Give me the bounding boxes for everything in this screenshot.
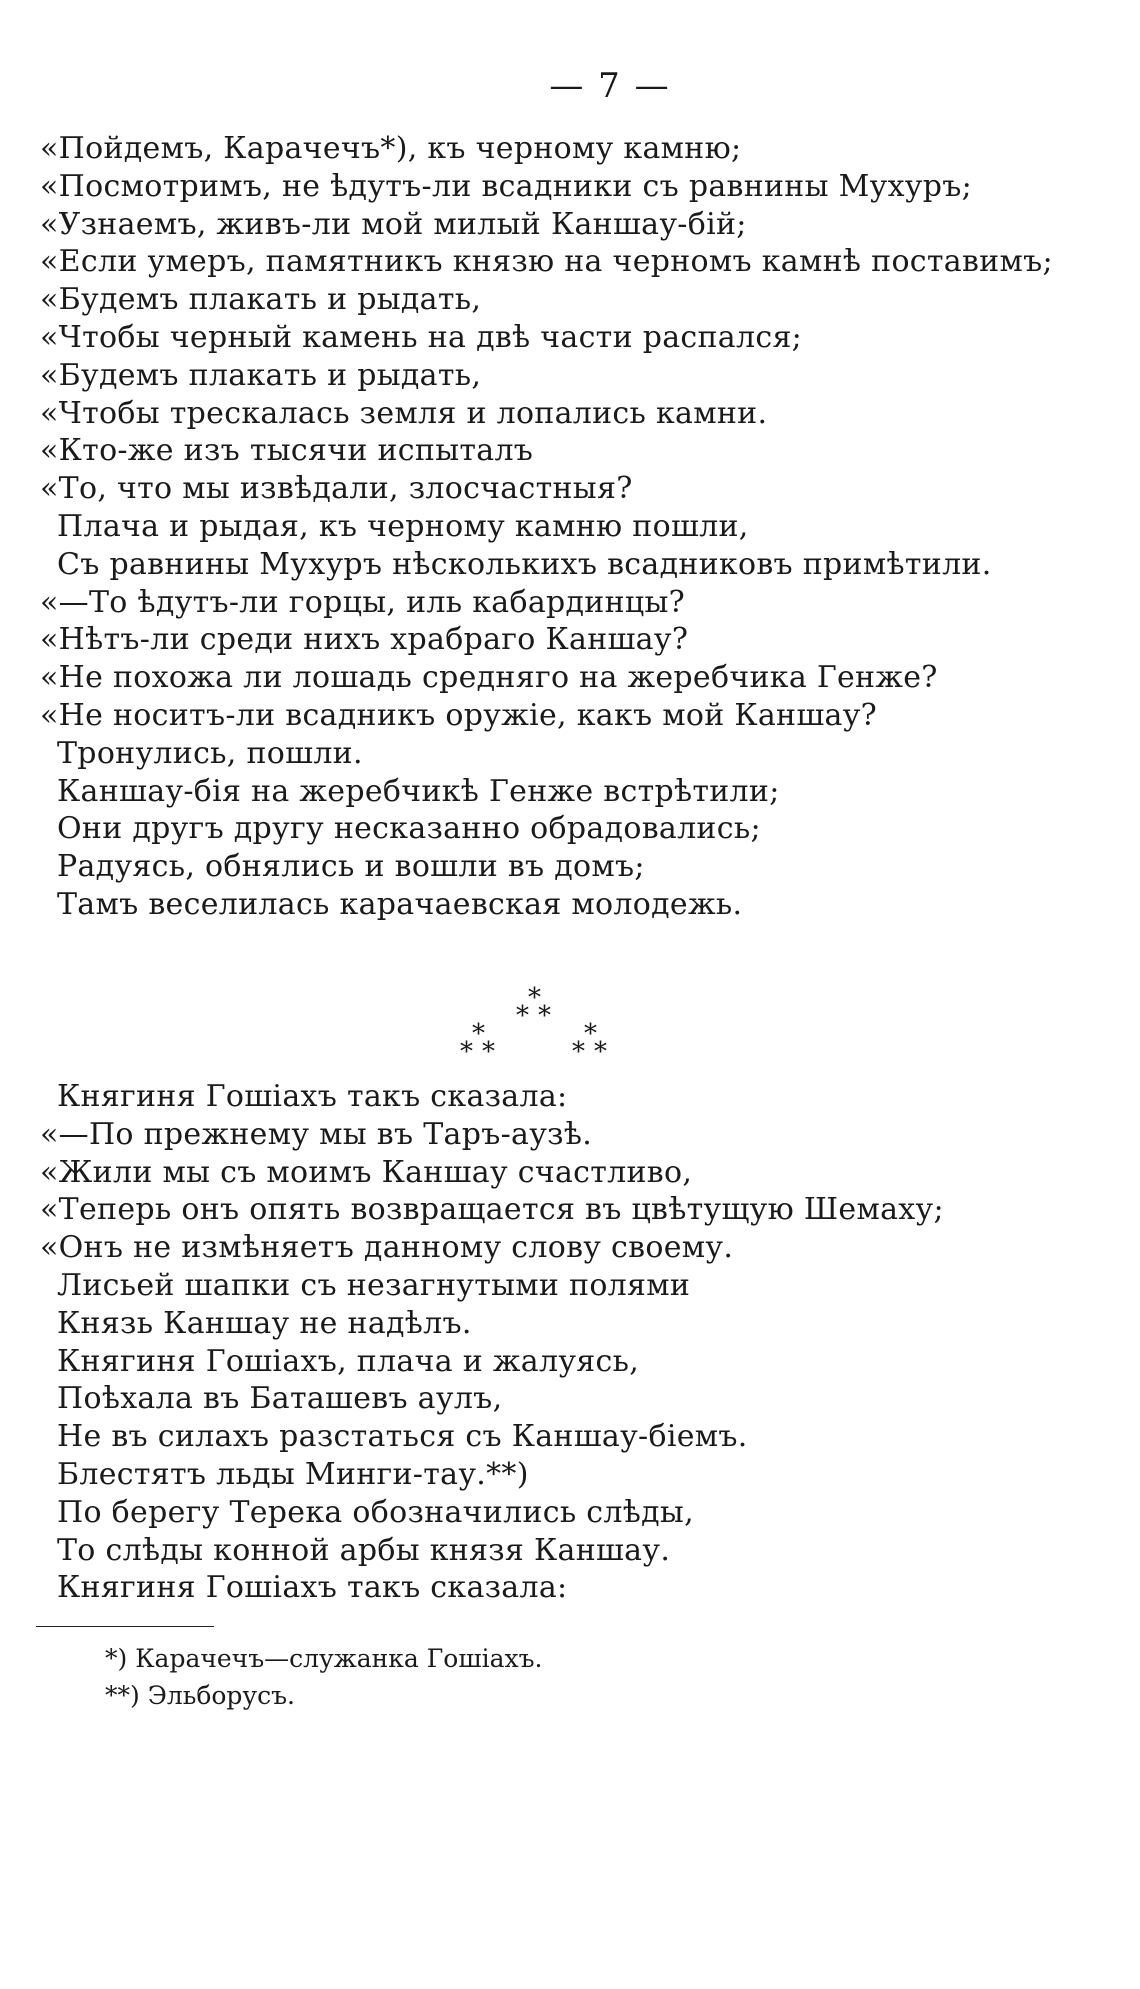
asterism-star: * bbox=[516, 1001, 529, 1031]
poem-stanza-2 bbox=[40, 1078, 1100, 1607]
poem-line: Поѣхала въ Баташевъ аулъ, bbox=[57, 1381, 503, 1417]
asterism-star: * bbox=[528, 983, 541, 1013]
poem-stanza-1 bbox=[40, 130, 1100, 924]
asterism-star: * bbox=[482, 1037, 495, 1067]
poem-line: Тронулись, пошли. bbox=[57, 735, 363, 771]
asterism-star: * bbox=[572, 1037, 585, 1067]
poem-line: Тамъ веселилась карачаевская молодежь. bbox=[57, 886, 743, 922]
asterism-divider bbox=[440, 985, 620, 1065]
poem-line: Плача и рыдая, къ черному камню пошли, bbox=[57, 508, 749, 544]
poem-line: «Не носитъ-ли всадникъ оружіе, какъ мой Каншау? bbox=[40, 697, 878, 733]
poem-line: «То, что мы извѣдали, злосчастныя? bbox=[40, 471, 633, 507]
poem-line: Лисьей шапки съ незагнутыми полями bbox=[57, 1267, 691, 1303]
poem-line: Съ равнины Мухуръ нѣсколькихъ всадниковъ примѣтили. bbox=[57, 546, 992, 582]
poem-line: «Не похожа ли лошадь средняго на жеребчика Генже? bbox=[40, 660, 938, 696]
poem-line: «Жили мы съ моимъ Каншау счастливо, bbox=[40, 1154, 693, 1190]
poem-line: «Пойдемъ, Карачечъ*), къ черному камню; bbox=[40, 131, 742, 166]
poem-line: «Нѣтъ-ли среди нихъ храбраго Каншау? bbox=[40, 622, 689, 658]
poem-line: «Будемъ плакать и рыдать, bbox=[40, 357, 482, 393]
footnote: **) Эльборусъ. bbox=[105, 1681, 295, 1710]
footnotes bbox=[105, 1640, 542, 1714]
poem-line: Они другъ другу несказанно обрадовались; bbox=[57, 811, 761, 847]
poem-line: «—То ѣдутъ-ли горцы, иль кабардинцы? bbox=[40, 584, 686, 620]
asterism-star: * bbox=[472, 1019, 485, 1049]
poem-line: Княгиня Гошіахъ такъ сказала: bbox=[57, 1570, 568, 1606]
poem-line: То слѣды конной арбы князя Каншау. bbox=[57, 1532, 671, 1568]
poem-line: «Чтобы черный камень на двѣ части распался; bbox=[40, 319, 803, 355]
poem-line: «Если умеръ, памятникъ князю на черномъ камнѣ поставимъ; bbox=[40, 244, 1053, 280]
poem-line: Блестятъ льды Минги-тау.**) bbox=[57, 1456, 529, 1492]
asterism-star: * bbox=[584, 1019, 597, 1049]
asterism-star: * bbox=[538, 1001, 551, 1031]
poem-line: «Будемъ плакать и рыдать, bbox=[40, 282, 482, 318]
poem-line: Радуясь, обнялись и вошли въ домъ; bbox=[57, 849, 645, 885]
poem-line: Не въ силахъ разстаться съ Каншау-біемъ. bbox=[57, 1419, 748, 1455]
asterism-star: * bbox=[594, 1037, 607, 1067]
poem-line: «Посмотримъ, не ѣдутъ-ли всадники съ равнины Мухуръ; bbox=[40, 168, 973, 204]
poem-line: «Кто-же изъ тысячи испыталъ bbox=[40, 433, 534, 469]
poem-line: «Чтобы трескалась земля и лопались камни. bbox=[40, 395, 768, 431]
poem-line: Княгиня Гошіахъ такъ сказала: bbox=[57, 1079, 568, 1114]
poem-line: «Онъ не измѣняетъ данному слову своему. bbox=[40, 1230, 734, 1266]
poem-line: Князь Каншау не надѣлъ. bbox=[57, 1305, 472, 1341]
poem-line: По берегу Терека обозначились слѣды, bbox=[57, 1494, 694, 1530]
poem-line: Каншау-бія на жеребчикѣ Генже встрѣтили; bbox=[57, 773, 780, 809]
footnote: *) Карачечъ—служанка Гошіахъ. bbox=[105, 1644, 543, 1673]
footnote-rule bbox=[36, 1626, 214, 1627]
page-number: — 7 — bbox=[549, 66, 671, 106]
poem-line: «Теперь онъ опять возвращается въ цвѣтущую Шемаху; bbox=[40, 1192, 944, 1228]
poem-line: «Узнаемъ, живъ-ли мой милый Каншау-бій; bbox=[40, 206, 747, 242]
poem-line: «—По прежнему мы въ Таръ-аузѣ. bbox=[40, 1116, 593, 1152]
poem-line: Княгиня Гошіахъ, плача и жалуясь, bbox=[57, 1343, 640, 1379]
asterism-star: * bbox=[460, 1037, 473, 1067]
